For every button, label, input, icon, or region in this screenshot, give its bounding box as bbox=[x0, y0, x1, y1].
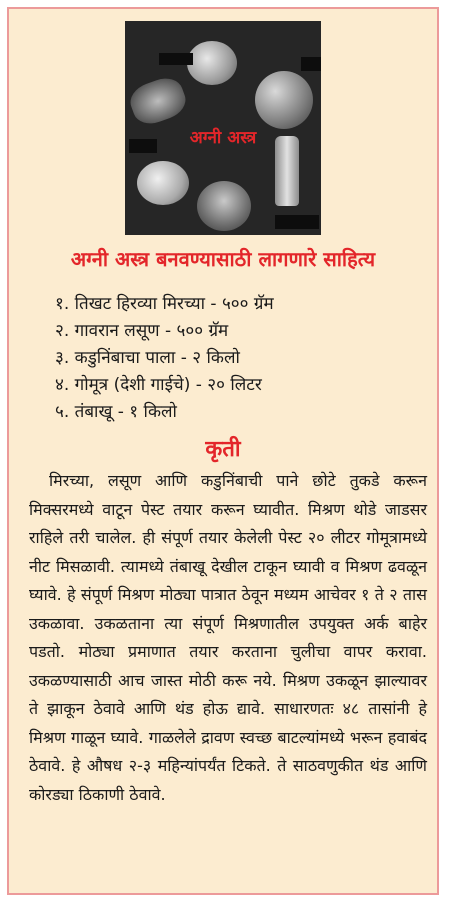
list-item: १. तिखट हिरव्या मिरच्या - ५०० ग्रॅम bbox=[55, 294, 274, 314]
list-item: ४. गोमूत्र (देशी गाईचे) - २० लिटर bbox=[55, 375, 262, 395]
photo-caption: अग्नी अस्त्र bbox=[189, 128, 257, 148]
list-item: ३. कडुनिंबाचा पाला - २ किलो bbox=[55, 348, 240, 368]
article-card bbox=[7, 7, 439, 895]
redaction-block bbox=[159, 53, 193, 65]
method-heading: कृती bbox=[205, 437, 241, 462]
garlic-bulbs-image bbox=[187, 41, 237, 85]
green-chilli-image bbox=[126, 73, 190, 129]
garlic-image bbox=[137, 161, 189, 205]
onion-image bbox=[255, 71, 313, 129]
ingredients-list bbox=[55, 291, 274, 426]
tobacco-image bbox=[197, 181, 251, 231]
redaction-block bbox=[301, 57, 321, 71]
method-paragraph: मिरच्या, लसूण आणि कडुनिंबाची पाने छोटे तुकडे करून मिक्सरमध्ये वाटून पेस्ट तयार करून घ्यावीत. मिश्रण थोडे जाडसर राहिले तरी चालेल. ही संपूर्ण तयार केलेली पेस्ट २० लीटर गोमूत्रामध्ये नीट मिसळावी. त्यामध्ये तंबाखू देखील टाकून घ्यावी व मिश्रण ढवळून घ्यावे. हे संपूर्ण मिश्रण मोठ्या पात्रात ठेवून मध्यम आचेवर १ ते २ तास उकळावा. उकळताना त्या संपूर्ण मिश्रणातील उपयुक्त अर्क बाहेर पडतो. मोठ्या प्रमाणात तयार करताना चुलीचा वापर करावा. उकळण्यासाठी आच जास्त मोठी करू नये. मिश्रण उकळून झाल्यावर ते झाकून ठेवावे आणि थंड होऊ द्यावे. साधारणतः ४८ तासांनी हे मिश्रण गाळून घ्यावे. गाळलेले द्रावण स्वच्छ बाटल्यांमध्ये भरून हवाबंद ठेवावे. हे औषध २-३ महिन्यांपर्यंत टिकते. ते साठवणुकीत थंड आणि कोरड्या ठिकाणी ठेवावे. bbox=[29, 471, 427, 804]
ingredients-photo bbox=[125, 21, 321, 235]
list-item: ५. तंबाखू - १ किलो bbox=[55, 402, 177, 422]
redaction-block bbox=[275, 215, 319, 229]
ingredients-heading: अग्नी अस्त्र बनवण्यासाठी लागणारे साहित्य bbox=[70, 247, 376, 271]
list-item: २. गावरान लसूण - ५०० ग्रॅम bbox=[55, 321, 229, 341]
